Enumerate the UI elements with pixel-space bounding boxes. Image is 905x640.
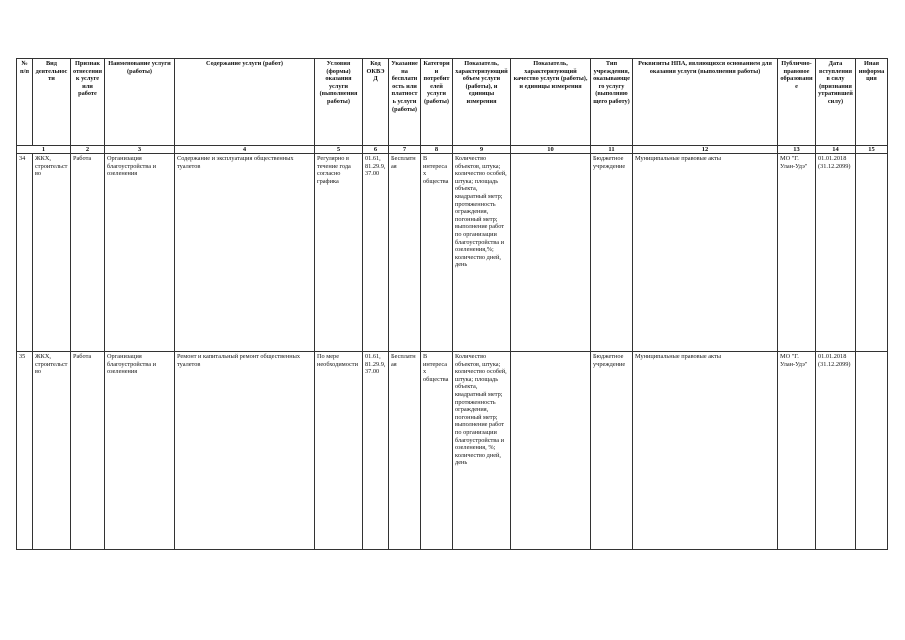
column-number-cell: 4	[175, 146, 315, 154]
other-cell	[856, 154, 888, 352]
consumers-cell: В интересах общества	[421, 352, 453, 550]
okved-cell: 01.61, 81.29.9, 37.00	[363, 154, 389, 352]
header-cell: Код ОКВЭД	[363, 59, 389, 146]
header-cell: Показатель, характеризующий объем услуги (работы), и единицы измерения	[453, 59, 511, 146]
header-cell: Дата вступления в силу (признания утратившей силу)	[816, 59, 856, 146]
column-numbers-row	[17, 146, 888, 154]
document-page	[16, 58, 887, 550]
column-number-cell: 10	[511, 146, 591, 154]
service-name-cell: Организация благоустройства и озеленения	[105, 154, 175, 352]
column-number-cell: 6	[363, 146, 389, 154]
services-table	[16, 58, 888, 550]
header-cell: Показатель, характеризующий качество услуги (работы), и единицы измерения	[511, 59, 591, 146]
content-cell: Ремонт и капитальный ремонт общественных туалетов	[175, 352, 315, 550]
header-cell: № п/п	[17, 59, 33, 146]
header-cell: Условия (формы) оказания услуги (выполнения работы)	[315, 59, 363, 146]
header-cell: Указание на бесплатность или платность услуги (работы)	[389, 59, 421, 146]
column-number-cell: 12	[633, 146, 778, 154]
column-number-cell: 9	[453, 146, 511, 154]
table-row	[17, 154, 888, 352]
npa-cell: Муниципальные правовые акты	[633, 352, 778, 550]
row-number: 35	[17, 352, 33, 550]
header-cell: Признак отнесения к услуге или работе	[71, 59, 105, 146]
entity-cell: МО "Г. Улан-Удэ"	[778, 352, 816, 550]
npa-cell: Муниципальные правовые акты	[633, 154, 778, 352]
content-cell: Содержание и эксплуатация общественных туалетов	[175, 154, 315, 352]
header-cell: Реквизиты НПА, являющихся основанием для оказания услуги (выполнения работы)	[633, 59, 778, 146]
quality-cell	[511, 154, 591, 352]
service-name-cell: Организация благоустройства и озеленения	[105, 352, 175, 550]
header-cell: Содержание услуги (работ)	[175, 59, 315, 146]
header-cell: Публично-правовое образование	[778, 59, 816, 146]
header-cell: Иная информация	[856, 59, 888, 146]
header-cell: Наименование услуги (работы)	[105, 59, 175, 146]
quality-cell	[511, 352, 591, 550]
column-number-cell: 13	[778, 146, 816, 154]
header-cell: Вид деятельности	[33, 59, 71, 146]
kind-cell: Работа	[71, 154, 105, 352]
row-number: 34	[17, 154, 33, 352]
institution-type-cell: Бюджетное учреждение	[591, 352, 633, 550]
table-header-row	[17, 59, 888, 146]
conditions-cell: Регулярно в течение года согласно графика	[315, 154, 363, 352]
volume-cell: Количество объектов, штука; количество особей, штука; площадь объекта, квадратный метр; протяженность ограждения, погонный метр; выполнение работ по организации благоустройства и озеленения,%; количество дней, день	[453, 154, 511, 352]
other-cell	[856, 352, 888, 550]
date-cell: 01.01.2018 (31.12.2099)	[816, 352, 856, 550]
column-number-cell: 2	[71, 146, 105, 154]
column-number-cell: 11	[591, 146, 633, 154]
payment-cell: Бесплатная	[389, 352, 421, 550]
column-number-cell: 5	[315, 146, 363, 154]
okved-cell: 01.61, 81.29.9, 37.00	[363, 352, 389, 550]
table-row	[17, 352, 888, 550]
conditions-cell: По мере необходимости	[315, 352, 363, 550]
column-number-cell: 8	[421, 146, 453, 154]
column-number-cell: 3	[105, 146, 175, 154]
entity-cell: МО "Г. Улан-Удэ"	[778, 154, 816, 352]
activity-cell: ЖКХ, строительство	[33, 352, 71, 550]
kind-cell: Работа	[71, 352, 105, 550]
activity-cell: ЖКХ, строительство	[33, 154, 71, 352]
date-cell: 01.01.2018 (31.12.2099)	[816, 154, 856, 352]
column-number-cell: 15	[856, 146, 888, 154]
column-number-cell: 14	[816, 146, 856, 154]
payment-cell: Бесплатная	[389, 154, 421, 352]
header-cell: Тип учреждения, оказывающего услугу (выполняющего работу)	[591, 59, 633, 146]
column-number-cell: 1	[17, 146, 71, 154]
header-cell: Категории потребителей услуги (работы)	[421, 59, 453, 146]
column-number-cell: 7	[389, 146, 421, 154]
volume-cell: Количество объектов, штука; количество особей, штука; площадь объекта, квадратный метр; протяженность ограждения, погонный метр; выполнение работ по организации благоустройства и озеленения, %; количество дней, день	[453, 352, 511, 550]
institution-type-cell: Бюджетное учреждение	[591, 154, 633, 352]
consumers-cell: В интересах общества	[421, 154, 453, 352]
